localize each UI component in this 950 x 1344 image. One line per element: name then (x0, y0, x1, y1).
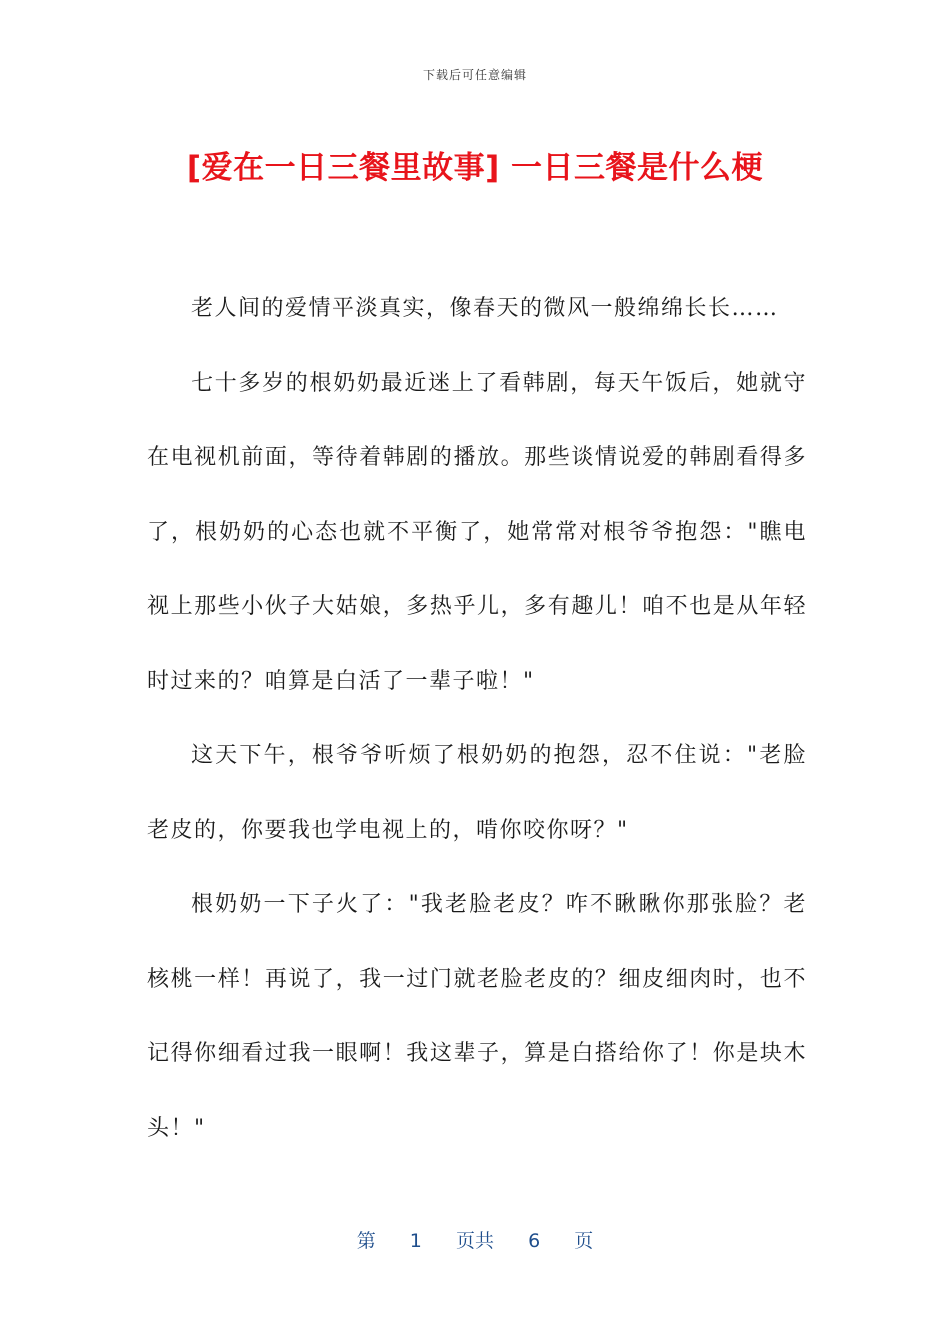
footer-prefix: 第 (356, 1230, 376, 1252)
paragraph: 根奶奶一下子火了："我老脸老皮？咋不瞅瞅你那张脸？老核桃一样！再说了，我一过门就老脸老皮的？细皮细肉时，也不记得你细看过我一眼啊！我这辈子，算是白搭给你了！你是块木头！" (147, 892, 807, 1141)
paragraph: 老人间的爱情平淡真实，像春天的微风一般绵绵长长…… (191, 296, 779, 321)
footer-suffix: 页 (574, 1230, 594, 1252)
paragraph: 七十多岁的根奶奶最近迷上了看韩剧，每天午饭后，她就守在电视机前面，等待着韩剧的播放。那些谈情说爱的韩剧看得多了，根奶奶的心态也就不平衡了，她常常对根爷爷抱怨："瞧电视上那些小伙子大姑娘，多热乎儿，多有趣儿！咱不也是从年轻时过来的？咱算是白活了一辈子啦！" (147, 370, 807, 694)
page-total: 6 (528, 1230, 541, 1252)
page-number: 1 (409, 1230, 422, 1252)
document-title: [爱在一日三餐里故事] 一日三餐是什么梗 (186, 150, 764, 186)
header-note: 下载后可任意编辑 (422, 68, 527, 82)
document-body (147, 272, 807, 1166)
page-footer (0, 1226, 950, 1253)
footer-middle: 页共 (455, 1230, 494, 1252)
paragraph: 这天下午，根爷爷听烦了根奶奶的抱怨，忍不住说："老脸老皮的，你要我也学电视上的，啃你咬你呀？" (147, 743, 807, 843)
